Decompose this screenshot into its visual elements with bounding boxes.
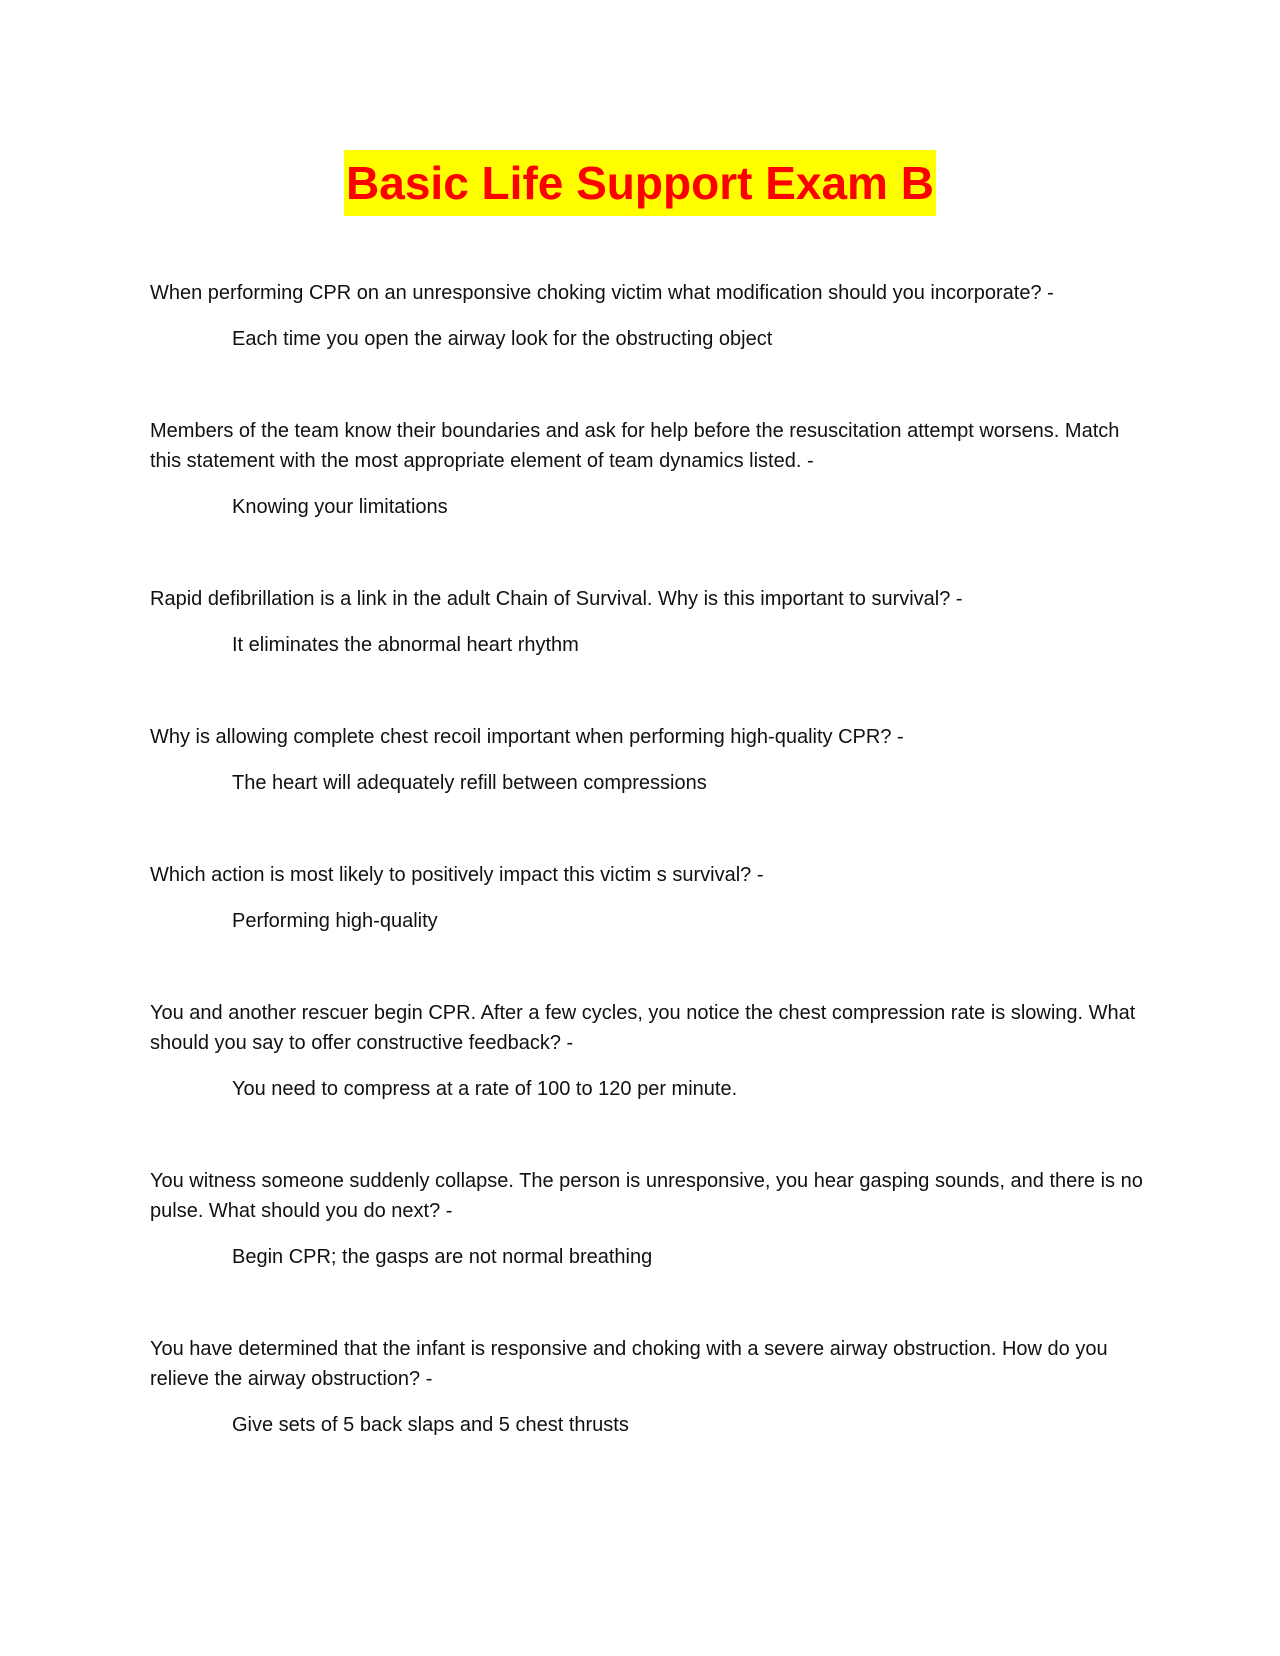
answer-text: Performing high-quality	[232, 910, 438, 932]
question-text: When performing CPR on an unresponsive choking victim what modification should you incorporate? -	[150, 282, 1054, 304]
question-text: You and another rescuer begin CPR. After a few cycles, you notice the chest compression rate is slowing. What should you say to offer constructive feedback? -	[150, 1002, 1136, 1054]
question-text: You have determined that the infant is responsive and choking with a severe airway obstruction. How do you relieve the airway obstruction? -	[150, 1338, 1108, 1390]
question-text: You witness someone suddenly collapse. The person is unresponsive, you hear gasping sounds, and there is no pulse. What should you do next? -	[150, 1170, 1143, 1222]
qa-item	[150, 722, 1150, 798]
answer-text: Begin CPR; the gasps are not normal breathing	[232, 1246, 653, 1268]
qa-item	[150, 1334, 1150, 1440]
answer-text: It eliminates the abnormal heart rhythm	[232, 634, 579, 656]
answer-text: Knowing your limitations	[232, 496, 448, 518]
question-text: Why is allowing complete chest recoil important when performing high-quality CPR? -	[150, 726, 904, 748]
qa-item	[150, 416, 1150, 522]
qa-item	[150, 998, 1150, 1104]
question-text: Members of the team know their boundaries and ask for help before the resuscitation attempt worsens. Match this statement with the most appropriate element of team dynamics listed. -	[150, 420, 1120, 472]
qa-item	[150, 584, 1150, 660]
answer-text: Give sets of 5 back slaps and 5 chest thrusts	[232, 1414, 629, 1436]
question-text: Rapid defibrillation is a link in the adult Chain of Survival. Why is this important to survival? -	[150, 588, 963, 610]
qa-item	[150, 278, 1150, 354]
answer-text: Each time you open the airway look for the obstructing object	[232, 328, 773, 350]
question-list	[150, 278, 1150, 1440]
title-container	[0, 150, 1280, 216]
qa-item	[150, 860, 1150, 936]
document-title: Basic Life Support Exam B	[344, 150, 936, 216]
answer-text: You need to compress at a rate of 100 to 120 per minute.	[232, 1078, 738, 1100]
answer-text: The heart will adequately refill between compressions	[232, 772, 707, 794]
qa-item	[150, 1166, 1150, 1272]
question-text: Which action is most likely to positively impact this victim s survival? -	[150, 864, 764, 886]
